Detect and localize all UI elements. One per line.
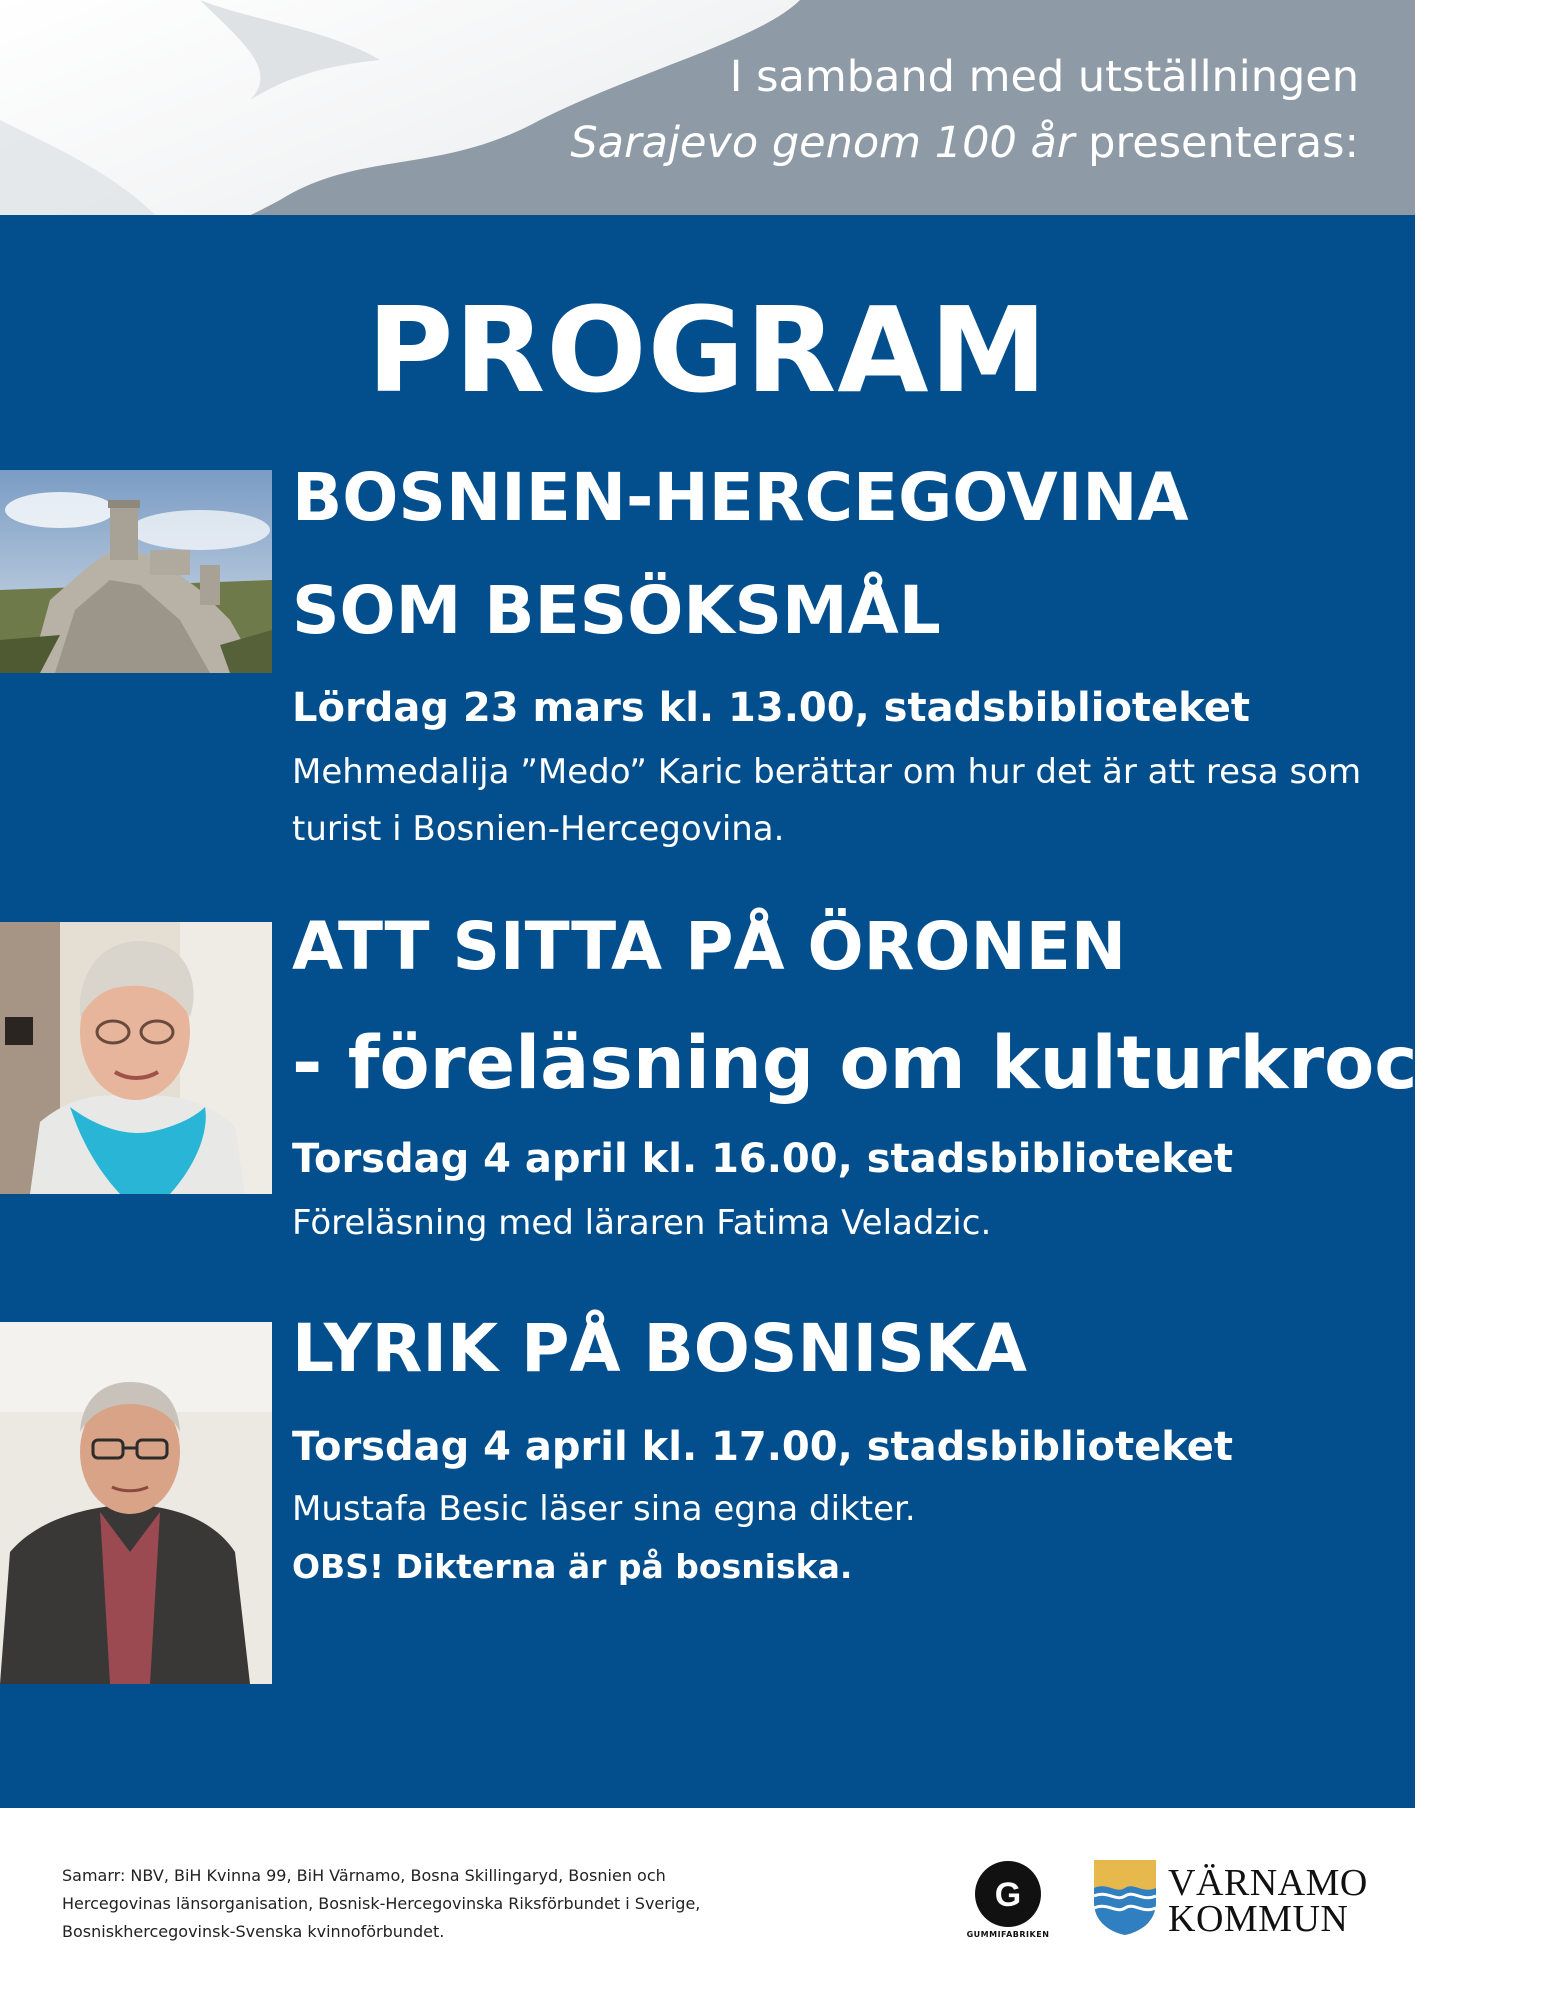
event1-description: Mehmedalija ”Medo” Karic berättar om hur det är att resa som turist i Bosnien-Hercegovina. xyxy=(292,752,1362,849)
event2-title-line2: - föreläsning om kulturkrockar xyxy=(292,1021,1551,1106)
event1-title-line1: BOSNIEN-HERCEGOVINA xyxy=(292,459,1189,536)
intro-line1: I samband med utställningen xyxy=(729,52,1359,102)
organizers-text: Samarr: NBV, BiH Kvinna 99, BiH Värnamo, Bosna Skillingaryd, Bosnien och Hercegovinas länsorganisation, Bosnisk-Hercegovinska Riksförbundet i Sverige, Bosniskhercegovinsk-Svenska kvinnoförbundet. xyxy=(62,1866,701,1941)
varnamo-crest-icon xyxy=(1092,1858,1158,1936)
woman-portrait-photo xyxy=(0,922,272,1194)
event3-title: LYRIK PÅ BOSNISKA xyxy=(292,1310,1027,1387)
man-portrait-photo xyxy=(0,1322,272,1684)
gummifabriken-logo-mark: G xyxy=(994,1876,1022,1914)
event3-dateline: Torsdag 4 april kl. 17.00, stadsbiblioteket xyxy=(292,1424,1233,1470)
event3-description: Mustafa Besic läser sina egna dikter. xyxy=(292,1489,916,1529)
municipality-name-line2: KOMMUN xyxy=(1168,1898,1349,1940)
event2-description: Föreläsning med läraren Fatima Veladzic. xyxy=(292,1203,992,1243)
gummifabriken-label: GUMMIFABRIKEN xyxy=(966,1930,1050,1939)
intro-line2 xyxy=(570,110,1359,176)
municipality-name-line1: VÄRNAMO xyxy=(1168,1862,1368,1904)
intro-text xyxy=(570,44,1359,176)
exhibition-name: Sarajevo genom 100 år xyxy=(570,118,1075,168)
event2-dateline: Torsdag 4 april kl. 16.00, stadsbiblioteket xyxy=(292,1136,1233,1182)
castle-ruin-photo xyxy=(0,470,272,673)
intro-tail: presenteras: xyxy=(1074,118,1359,168)
gummifabriken-logo xyxy=(974,1860,1042,1928)
event1-dateline: Lördag 23 mars kl. 13.00, stadsbiblioteket xyxy=(292,685,1250,731)
program-title: PROGRAM xyxy=(366,281,1049,419)
event3-note: OBS! Dikterna är på bosniska. xyxy=(292,1547,853,1586)
event2-title-line1: ATT SITTA PÅ ÖRONEN xyxy=(292,908,1127,985)
event1-title-line2: SOM BESÖKSMÅL xyxy=(292,572,941,649)
